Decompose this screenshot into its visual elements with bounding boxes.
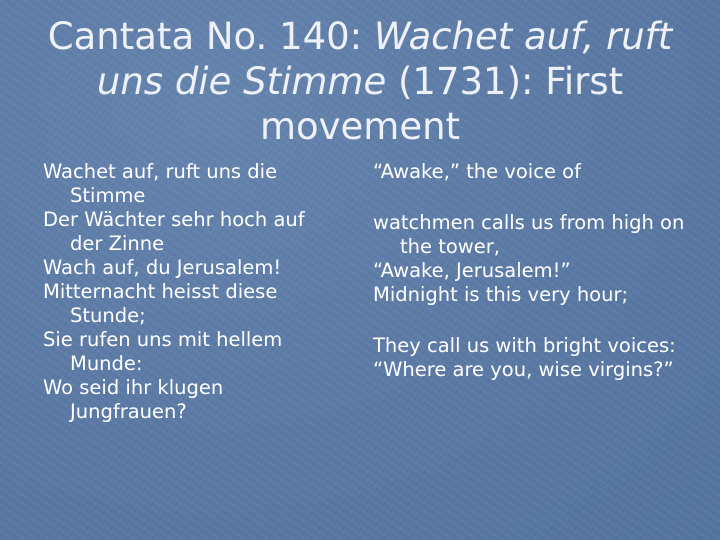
english-line: “Awake, Jerusalem!” — [373, 259, 571, 282]
slide-title — [30, 14, 690, 149]
english-line: Midnight is this very hour; — [373, 283, 629, 306]
stanza-gap — [373, 307, 693, 334]
german-line: Wach auf, du Jerusalem! — [43, 256, 282, 279]
english-line: watchmen calls us from high on the tower, — [373, 211, 685, 258]
german-line: Sie rufen uns mit hellem Munde: — [43, 328, 283, 375]
german-line: Wo seid ihr klugen Jungfrauen? — [43, 376, 224, 423]
title-cantata-name: Wachet auf, ruft uns die Stimme — [96, 15, 673, 103]
english-translation-column — [373, 160, 693, 382]
german-line: Der Wächter sehr hoch auf der Zinne — [43, 208, 305, 255]
english-line: They call us with bright voices: — [373, 334, 676, 357]
title-text-end: (1731): First movement — [259, 60, 624, 148]
german-text-column — [43, 160, 343, 424]
title-text: Cantata No. 140: — [47, 15, 374, 58]
english-line: “Where are you, wise virgins?” — [373, 358, 674, 381]
stanza-gap — [373, 184, 693, 211]
english-line: “Awake,” the voice of — [373, 160, 581, 183]
german-line: Mitternacht heisst diese Stunde; — [43, 280, 278, 327]
german-line: Wachet auf, ruft uns die Stimme — [43, 160, 278, 207]
